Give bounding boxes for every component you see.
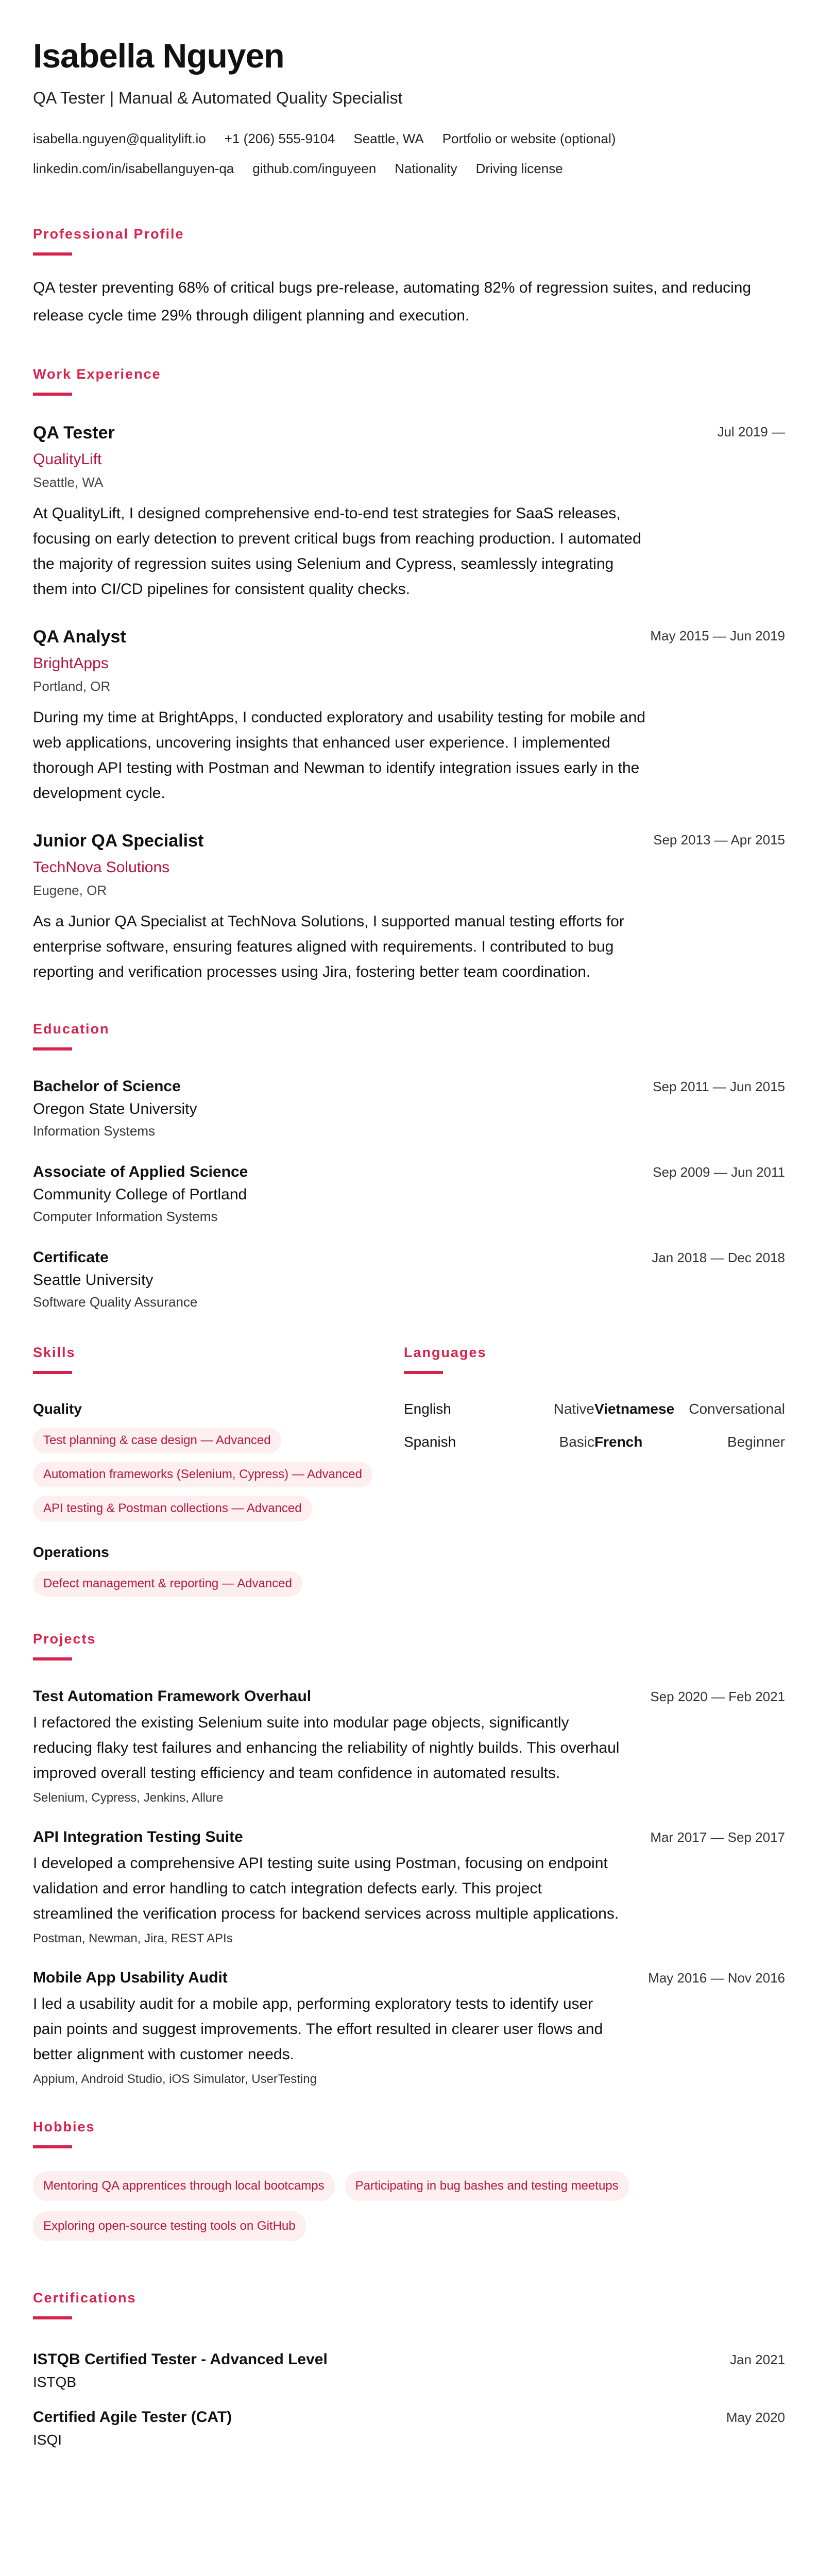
- education-degree: Certificate: [33, 1249, 109, 1266]
- education-dates: Sep 2009 — Jun 2011: [653, 1164, 785, 1180]
- skill-chip-list: [33, 1428, 404, 1521]
- job-dates: May 2015 — Jun 2019: [650, 628, 785, 643]
- job-title: QA Analyst: [33, 627, 126, 647]
- section-divider: [33, 1657, 72, 1660]
- language-level: Conversational: [689, 1401, 785, 1417]
- section-divider: [33, 252, 72, 256]
- job-company: TechNova Solutions: [33, 859, 170, 876]
- section-divider: [33, 2316, 72, 2319]
- contact-list: [33, 124, 775, 183]
- skill-group-name: Operations: [33, 1544, 109, 1560]
- contact-location: Seattle, WA: [353, 131, 424, 146]
- education-school: Oregon State University: [33, 1100, 197, 1117]
- candidate-subtitle: QA Tester | Manual & Automated Quality Specialist: [33, 89, 403, 107]
- project-entry: [33, 1826, 785, 1948]
- certification-issuer: ISQI: [33, 2432, 62, 2448]
- skill-chip-list: [33, 1571, 404, 1597]
- language-entry: [594, 1399, 785, 1419]
- language-level: Basic: [559, 1434, 594, 1450]
- candidate-name: Isabella Nguyen: [33, 37, 284, 75]
- project-title: API Integration Testing Suite: [33, 1828, 243, 1845]
- education-dates: Jan 2018 — Dec 2018: [652, 1250, 785, 1265]
- job-description: During my time at BrightApps, I conducted exploratory and usability testing for mobile and web applications, uncovering insights that enhanced user experience. I implemented thorough API testing with Postman and Newman to identify integration issues early in the development cycle.: [33, 709, 645, 802]
- job-title: Junior QA Specialist: [33, 831, 204, 851]
- contact-nationality: Nationality: [395, 161, 457, 176]
- job-location: Eugene, OR: [33, 883, 107, 898]
- section-heading: Education: [33, 1021, 110, 1037]
- project-dates: Mar 2017 — Sep 2017: [650, 1829, 785, 1845]
- contact-website[interactable]: Portfolio or website (optional): [442, 131, 616, 146]
- contact-github[interactable]: github.com/inguyeen: [252, 161, 377, 176]
- project-dates: Sep 2020 — Feb 2021: [650, 1689, 785, 1704]
- section-heading: Professional Profile: [33, 226, 184, 242]
- project-title: Mobile App Usability Audit: [33, 1969, 228, 1986]
- language-name: English: [404, 1401, 451, 1417]
- work-section: [33, 365, 785, 985]
- project-description: I developed a comprehensive API testing suite using Postman, focusing on endpoint validation and error handling to catch integration defects early. This project streamlined the verification process for backend services across multiple applications.: [33, 1855, 619, 1922]
- section-heading: Certifications: [33, 2290, 137, 2306]
- certifications-section: [33, 2289, 785, 2451]
- section-divider: [33, 1047, 72, 1050]
- section-heading: Projects: [33, 1631, 96, 1647]
- job-location: Seattle, WA: [33, 474, 104, 490]
- job-title: QA Tester: [33, 423, 115, 443]
- certification-date: Jan 2021: [730, 2352, 785, 2367]
- section-divider: [33, 1371, 72, 1374]
- job-description: At QualityLift, I designed comprehensive end-to-end test strategies for SaaS releases, focusing on early detection to prevent critical bugs from reaching production. I automated the majority of regression suites using Selenium and Cypress, seamlessly integrating them into CI/CD pipelines for consistent quality checks.: [33, 505, 641, 598]
- education-degree: Bachelor of Science: [33, 1078, 181, 1095]
- section-heading: Languages: [404, 1345, 487, 1360]
- certification-date: May 2020: [726, 2410, 785, 2425]
- section-divider: [33, 2145, 72, 2148]
- profile-section: [33, 225, 785, 330]
- project-tech: Postman, Newman, Jira, REST APIs: [33, 1931, 233, 1945]
- job-location: Portland, OR: [33, 679, 111, 694]
- language-name: Vietnamese: [594, 1401, 675, 1417]
- profile-summary: QA tester preventing 68% of critical bugs pre-release, automating 82% of regression suites, and reducing release cycle time 29% through diligent planning and execution.: [33, 279, 752, 324]
- contact-linkedin[interactable]: linkedin.com/in/isabellanguyen-qa: [33, 161, 234, 176]
- hobby-chip: Participating in bug bashes and testing meetups: [345, 2171, 629, 2201]
- languages-section: [404, 1343, 785, 1617]
- contact-phone[interactable]: +1 (206) 555-9104: [224, 131, 335, 146]
- education-section: [33, 1020, 785, 1312]
- education-dates: Sep 2011 — Jun 2015: [653, 1079, 785, 1094]
- hobby-chip: Mentoring QA apprentices through local bootcamps: [33, 2171, 335, 2201]
- language-entry: [594, 1432, 785, 1452]
- section-heading: Hobbies: [33, 2119, 95, 2134]
- project-description: I refactored the existing Selenium suite into modular page objects, significantly reducing flaky test failures and enhancing the reliability of nightly builds. This overhaul improved overall testing efficiency and team confidence in automated results.: [33, 1714, 620, 1782]
- education-field: Software Quality Assurance: [33, 1294, 198, 1310]
- language-name: French: [594, 1434, 643, 1450]
- skill-chip: Automation frameworks (Selenium, Cypress) — Advanced: [33, 1462, 372, 1487]
- language-entry: [404, 1432, 594, 1452]
- job-dates: Jul 2019 —: [717, 424, 785, 439]
- job-dates: Sep 2013 — Apr 2015: [653, 832, 785, 848]
- job-description: As a Junior QA Specialist at TechNova Solutions, I supported manual testing efforts for enterprise software, ensuring features aligned with requirements. I contributed to bug reporting and verification processes using Jira, fostering better team coordination.: [33, 913, 624, 980]
- language-entry: [404, 1399, 594, 1419]
- section-divider: [404, 1371, 443, 1374]
- education-entry: [33, 1161, 785, 1227]
- job-company: BrightApps: [33, 655, 109, 672]
- section-heading: Work Experience: [33, 366, 161, 382]
- language-level: Beginner: [727, 1434, 785, 1450]
- skills-languages-row: [33, 1343, 785, 1617]
- skill-chip: Defect management & reporting — Advanced: [33, 1571, 302, 1597]
- project-entry: [33, 1685, 785, 1807]
- project-title: Test Automation Framework Overhaul: [33, 1688, 312, 1705]
- section-divider: [33, 393, 72, 396]
- language-name: Spanish: [404, 1434, 456, 1450]
- education-school: Community College of Portland: [33, 1186, 247, 1203]
- education-field: Information Systems: [33, 1123, 155, 1139]
- hobbies-section: [33, 2117, 785, 2241]
- certification-entry: [33, 2406, 785, 2451]
- hobby-chip: Exploring open-source testing tools on GitHub: [33, 2211, 306, 2241]
- skill-chip: API testing & Postman collections — Advanced: [33, 1496, 312, 1521]
- project-entry: [33, 1967, 785, 2089]
- contact-email[interactable]: isabella.nguyen@qualitylift.io: [33, 131, 206, 146]
- certification-entry: [33, 2348, 785, 2394]
- job-entry: [33, 420, 785, 602]
- project-tech: Selenium, Cypress, Jenkins, Allure: [33, 1791, 224, 1805]
- job-entry: [33, 624, 785, 806]
- project-dates: May 2016 — Nov 2016: [648, 1970, 785, 1986]
- projects-section: [33, 1630, 785, 2089]
- contact-driving-license: Driving license: [475, 161, 563, 176]
- certification-title: ISTQB Certified Tester - Advanced Level: [33, 2351, 328, 2368]
- certification-issuer: ISTQB: [33, 2374, 77, 2390]
- language-level: Native: [553, 1401, 594, 1417]
- education-entry: [33, 1075, 785, 1141]
- skills-section: [33, 1343, 404, 1617]
- education-degree: Associate of Applied Science: [33, 1163, 248, 1180]
- education-school: Seattle University: [33, 1272, 154, 1289]
- job-entry: [33, 828, 785, 985]
- education-field: Computer Information Systems: [33, 1209, 218, 1224]
- education-entry: [33, 1246, 785, 1312]
- section-heading: Skills: [33, 1345, 76, 1360]
- job-company: QualityLift: [33, 451, 102, 468]
- project-tech: Appium, Android Studio, iOS Simulator, UserTesting: [33, 2072, 317, 2086]
- skill-chip: Test planning & case design — Advanced: [33, 1428, 281, 1453]
- project-description: I led a usability audit for a mobile app, performing exploratory tests to identify user pain points and suggest improvements. The effort resulted in clearer user flows and better alignment with customer needs.: [33, 1995, 603, 2063]
- skill-group-name: Quality: [33, 1401, 82, 1417]
- certification-title: Certified Agile Tester (CAT): [33, 2409, 232, 2426]
